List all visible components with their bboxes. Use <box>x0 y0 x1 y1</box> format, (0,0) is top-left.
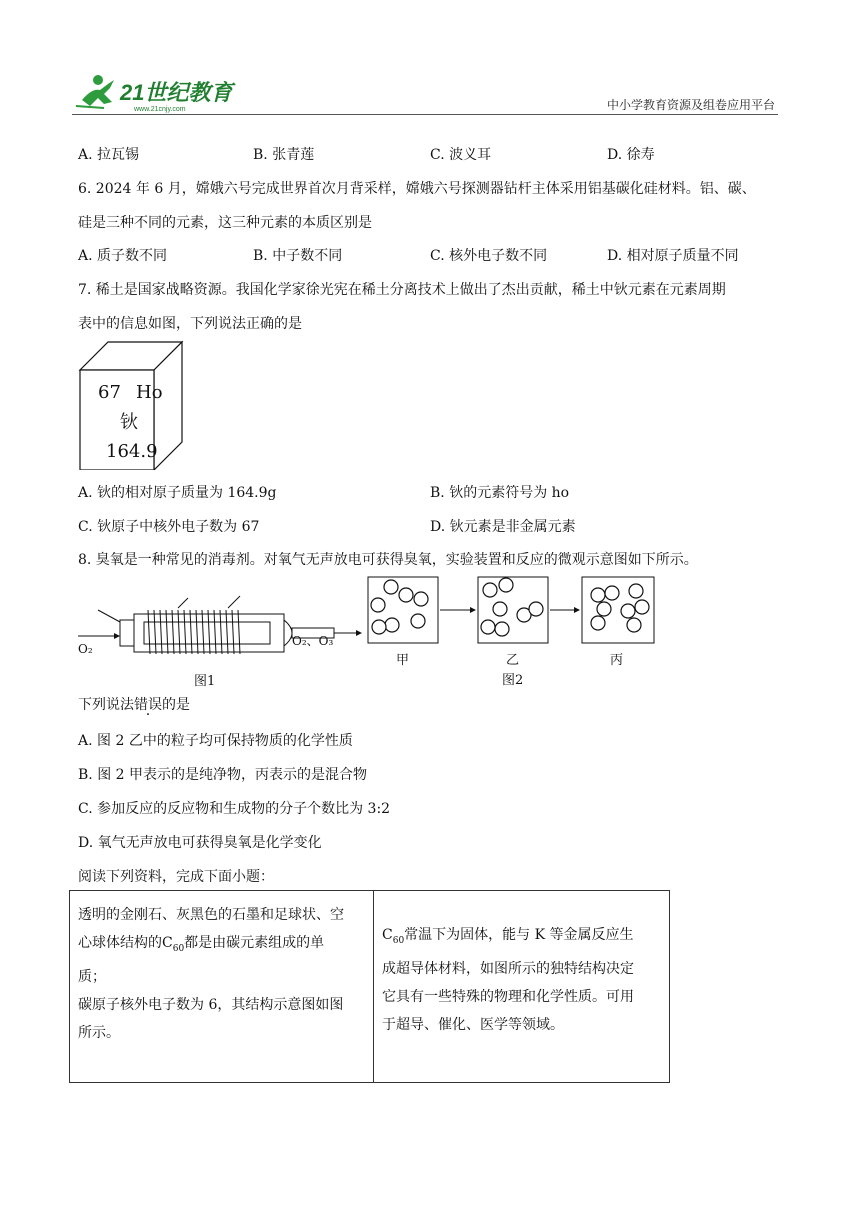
reading-left-cell <box>70 891 374 1083</box>
figure-2-microscopic <box>366 575 662 688</box>
fig2-caption: 图2 <box>502 673 524 688</box>
q7-stem-line1: 7. 稀土是国家战略资源。我国化学家徐光宪在稀土分离技术上做出了杰出贡献，稀土中钬元素在元素周期 <box>78 282 726 298</box>
left-line-2: 心球体结构的$C_{60}$都是由碳元素组成的单 <box>78 935 325 954</box>
q5-option-a: A. 拉瓦锡 <box>78 147 140 163</box>
q8-option-a: A. 图 2 乙中的粒子均可保持物质的化学性质 <box>78 733 353 749</box>
q8-option-d: D. 氧气无声放电可获得臭氧是化学变化 <box>78 835 322 851</box>
right-line-4: 于超导、催化、医学等领域。 <box>382 1016 564 1033</box>
fig2-label-jia: 甲 <box>396 653 410 668</box>
q6-option-d: D. 相对原子质量不同 <box>607 248 739 264</box>
q5-option-b: B. 张青莲 <box>253 147 315 163</box>
q6-option-c: C. 核外电子数不同 <box>430 248 548 264</box>
q6-stem-line2: 硅是三种不同的元素，这三种元素的本质区别是 <box>78 215 372 231</box>
platform-name: 中小学教育资源及组卷应用平台 <box>606 98 775 112</box>
element-name: 钬 <box>120 412 138 433</box>
q7-option-d: D. 钬元素是非金属元素 <box>430 519 576 535</box>
fig1-output-label: O₂、O₃ <box>292 634 334 648</box>
reading-right-cell <box>374 891 670 1083</box>
q6-stem-line1: 6. 2024 年 6 月，嫦娥六号完成世界首次月背采样，嫦娥六号探测器钻杆主体采用铝基碳化硅材料。铝、碳、 <box>78 181 756 197</box>
right-line-3: 它具有一些特殊的物理和化学性质。可用 <box>382 988 634 1005</box>
fig2-label-yi: 乙 <box>506 653 520 668</box>
figure-1-apparatus <box>78 590 368 689</box>
q8-option-b: B. 图 2 甲表示的是纯净物，丙表示的是混合物 <box>78 767 367 783</box>
fig2-label-bing: 丙 <box>610 653 624 668</box>
left-line-4: 碳原子核外电子数为 6，其结构示意图如图 <box>78 996 344 1013</box>
svg-text:www.21cnjy.com: www.21cnjy.com <box>134 106 186 113</box>
q5-option-c: C. 波义耳 <box>430 147 492 163</box>
element-number: 67 <box>98 382 121 403</box>
fig1-input-label: O₂ <box>78 642 93 656</box>
left-line-3: 质； <box>78 968 106 985</box>
header-divider <box>72 114 778 115</box>
q8-stem-line1: 8. 臭氧是一种常见的消毒剂。对氧气无声放电可获得臭氧，实验装置和反应的微观示意图如下所示。 <box>78 552 698 568</box>
q6-option-a: A. 质子数不同 <box>78 248 168 264</box>
q7-option-c: C. 钬原子中核外电子数为 67 <box>78 519 260 535</box>
runner-logo-icon <box>74 70 244 114</box>
reading-material-table <box>69 890 670 1083</box>
q7-option-a: A. 钬的相对原子质量为 164.9g <box>78 485 277 501</box>
element-symbol: Ho <box>136 382 163 403</box>
fig1-caption: 图1 <box>194 674 216 689</box>
q8-question-stem <box>78 694 190 714</box>
q8-stem-suffix: 的是 <box>162 697 190 713</box>
q8-stem-prefix: 下列说法 <box>78 697 134 713</box>
svg-text:21世纪教育: 21世纪教育 <box>120 80 233 105</box>
q7-stem-line2: 表中的信息如图，下列说法正确的是 <box>78 316 302 332</box>
element-mass: 164.9 <box>106 441 158 462</box>
c60-formula: $C_{60}$ <box>162 935 185 954</box>
right-line-1: $C_{60}$常温下为固体，能与 K 等金属反应生 <box>382 927 634 946</box>
left-line-5: 所示。 <box>78 1024 120 1041</box>
reading-intro: 阅读下列资料，完成下面小题： <box>78 869 274 885</box>
q7-option-b: B. 钬的元素符号为 ho <box>430 485 570 501</box>
c60-formula-right: $C_{60}$ <box>382 927 405 946</box>
periodic-table-cell <box>78 340 188 474</box>
q8-option-c: C. 参加反应的反应物和生成物的分子个数比为 3:2 <box>78 801 391 817</box>
left-line-1: 透明的金刚石、灰黑色的石墨和足球状、空 <box>78 907 344 923</box>
site-logo <box>74 70 244 114</box>
right-line-2: 成超导体材料，如图所示的独特结构决定 <box>382 960 634 977</box>
q8-stem-emphasis: 错误 <box>134 697 162 713</box>
q5-option-d: D. 徐寿 <box>607 147 655 163</box>
q6-option-b: B. 中子数不同 <box>253 248 343 264</box>
